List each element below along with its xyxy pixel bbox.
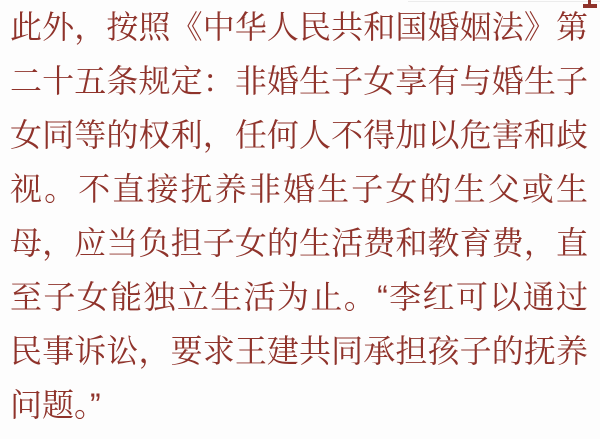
text-line-4: 视。不直接抚养非婚生子女的生父或生 <box>10 171 588 207</box>
text-line-7: 民事诉讼，要求王建共同承担孩子的抚养 <box>10 333 588 369</box>
text-line-1: 此外，按照《中华人民共和国婚姻法》第 <box>10 9 588 45</box>
text-line-5: 母，应当负担子女的生活费和教育费，直 <box>10 225 588 261</box>
text-line-8: 问题。” <box>10 387 101 423</box>
legal-text-paragraph <box>10 0 588 432</box>
text-line-6: 至子女能独立生活为止。“李红可以通过 <box>10 279 588 315</box>
text-line-3: 女同等的权利，任何人不得加以危害和歧 <box>10 117 588 153</box>
text-line-2: 二十五条规定：非婚生子女享有与婚生子 <box>10 63 588 99</box>
